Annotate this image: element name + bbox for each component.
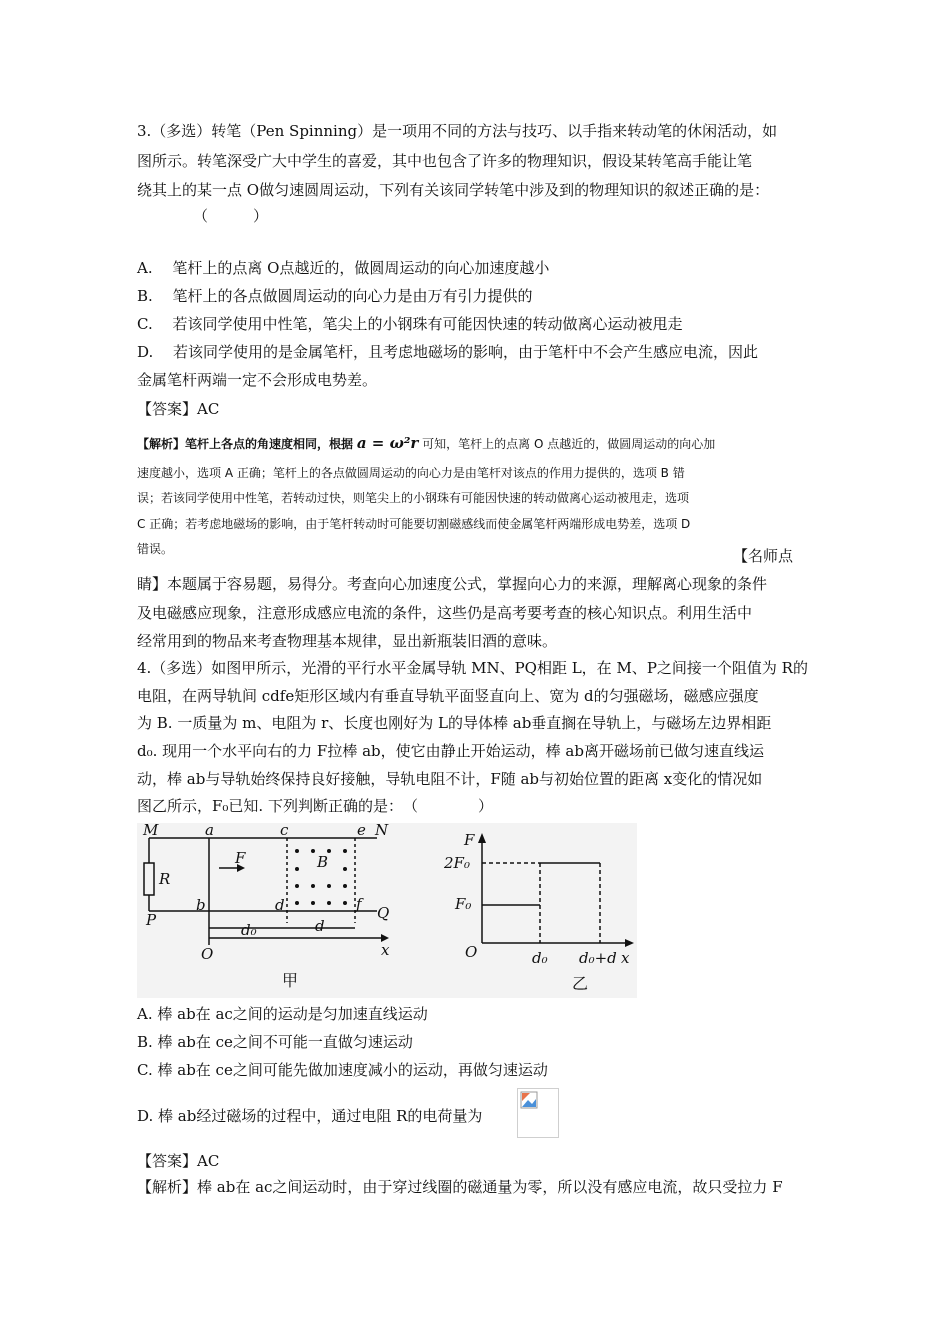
q3-answer-blank: （ ）: [193, 207, 269, 225]
q4-option-d: D. 棒 ab经过磁场的过程中，通过电阻 R的电荷量为: [137, 1107, 483, 1125]
q4-stem-line-5: 动，棒 ab与导轨始终保持良好接触，导轨电阻不计，F随 ab与初始位置的距离 x变化的情况如: [137, 770, 763, 788]
q3-option-a: A. 笔杆上的点离 O点越近的，做圆周运动的向心加速度越小: [137, 259, 550, 277]
q3-note-heading: 【名师点: [733, 547, 794, 565]
q4-option-c: C. 棒 ab在 ce之间可能先做加速度减小的运动，再做匀速运动: [137, 1061, 548, 1079]
field-dot: [295, 901, 299, 905]
label-m: M: [143, 823, 159, 839]
field-dot: [343, 867, 347, 871]
q4-stem-line-4: d₀. 现用一个水平向右的力 F拉棒 ab，使它由静止开始运动，棒 ab离开磁场前已做匀速直线运: [137, 742, 764, 760]
graph-label-f: F: [464, 831, 475, 849]
q3-explanation-line-1: [137, 434, 715, 452]
graph-origin: O: [465, 943, 478, 961]
q3-answer: 【答案】AC: [137, 400, 220, 418]
label-c: c: [280, 823, 289, 839]
field-dot: [343, 901, 347, 905]
force-distance-graph: [482, 841, 627, 943]
q3-formula: a = ω²r: [356, 434, 419, 452]
q4-explanation-line-1: 【解析】棒 ab在 ac之间运动时，由于穿过线圈的磁通量为零，所以没有感应电流，故只受拉力 F: [137, 1178, 783, 1196]
figure-yi-caption: 乙: [572, 974, 589, 993]
field-dot: [295, 849, 299, 853]
q3-explanation-line-5: 错误。: [137, 542, 174, 556]
label-b-field: B: [317, 853, 329, 871]
label-f: f: [356, 895, 362, 913]
field-dot: [295, 867, 299, 871]
q3-option-d-line-1: D. 若该同学使用的是金属笔杆，且考虑地磁场的影响，由于笔杆中不会产生感应电流，因此: [137, 343, 759, 361]
q4-stem-line-2: 电阻，在两导轨间 cdfe矩形区域内有垂直导轨平面竖直向上、宽为 d的匀强磁场，磁感应强度: [137, 687, 759, 705]
q3-explanation-line-3: 误；若该同学使用中性笔，若转动过快，则笔尖上的小钢珠有可能因快速的转动做离心运动被甩走，选项: [137, 491, 690, 505]
q3-explanation-line-2: 速度越小，选项 A 正确；笔杆上的各点做圆周运动的向心力是由笔杆对该点的作用力提供的，选项 B 错: [137, 466, 685, 480]
q3-explanation-line-4: C 正确；若考虑地磁场的影响，由于笔杆转动时可能要切割磁感线而使金属笔杆两端形成电势差，选项 D: [137, 517, 691, 531]
q3-note-line-3: 经常用到的物品来考查物理基本规律，显出新瓶装旧酒的意味。: [137, 632, 558, 650]
label-origin: O: [201, 945, 214, 963]
broken-image-glyph: [520, 1091, 540, 1111]
field-dot: [311, 849, 315, 853]
label-n: N: [375, 823, 389, 839]
q4-stem-line-6: 图乙所示，F₀已知. 下列判断正确的是： （ ）: [137, 797, 493, 815]
graph-x-arrowhead: [625, 939, 634, 947]
q3-note-line-1: 睛】本题属于容易题，易得分。考查向心加速度公式，掌握向心力的来源，理解离心现象的条件: [137, 575, 768, 593]
q3-stem-line-2: 图所示。转笔深受广大中学生的喜爱，其中也包含了许多的物理知识，假设某转笔高手能让笔: [137, 152, 753, 170]
label-dw: d: [315, 917, 325, 935]
q4-figure-svg: [137, 823, 637, 998]
field-dot: [343, 849, 347, 853]
q3-stem-line-1: 3.（多选）转笔（Pen Spinning）是一项用不同的方法与技巧、以手指来转动笔的休闲活动，如: [137, 122, 778, 140]
graph-tick-d0-plus-d: d₀+d: [579, 949, 617, 967]
q3-option-d-line-2: 金属笔杆两端一定不会形成电势差。: [137, 371, 378, 389]
field-dot: [327, 901, 331, 905]
label-p: P: [146, 911, 157, 929]
graph-y-arrowhead: [478, 833, 486, 843]
q4-stem-line-1: 4.（多选）如图甲所示，光滑的平行水平金属导轨 MN、PQ相距 L，在 M、P之间接一个阻值为 R的: [137, 659, 808, 677]
q3-option-c: C. 若该同学使用中性笔，笔尖上的小钢珠有可能因快速的转动做离心运动被甩走: [137, 315, 683, 333]
graph-tick-2f0: 2F₀: [444, 854, 470, 872]
q3-explanation-cont: 可知，笔杆上的点离 O 点越近的，做圆周运动的向心加: [422, 437, 716, 451]
q4-option-b: B. 棒 ab在 ce之间不可能一直做匀速运动: [137, 1033, 413, 1051]
field-dot: [295, 884, 299, 888]
q4-stem-line-3: 为 B. 一质量为 m、电阻为 r、长度也刚好为 L的导体棒 ab垂直搁在导轨上，与磁场左边界相距: [137, 714, 772, 732]
resistor: [144, 863, 154, 895]
label-x: x: [381, 941, 390, 959]
q3-option-b: B. 笔杆上的各点做圆周运动的向心力是由万有引力提供的: [137, 287, 533, 305]
graph-tick-d0: d₀: [532, 949, 548, 967]
label-force: F: [235, 849, 246, 867]
missing-formula-image-icon: [517, 1088, 559, 1138]
field-dot: [327, 884, 331, 888]
q4-figure: [137, 823, 637, 998]
circuit-diagram: [144, 838, 390, 945]
label-d: d: [275, 896, 285, 914]
q3-note-line-2: 及电磁感应现象，注意形成感应电流的条件，这些仍是高考要考查的核心知识点。利用生活中: [137, 604, 753, 622]
label-b: b: [196, 896, 206, 914]
field-dot: [311, 901, 315, 905]
field-dot: [343, 884, 347, 888]
graph-tick-f0: F₀: [455, 895, 472, 913]
graph-label-x: x: [621, 949, 630, 967]
label-q: Q: [377, 904, 390, 922]
label-d0: d₀: [241, 921, 257, 939]
q4-answer: 【答案】AC: [137, 1152, 220, 1170]
figure-jia-caption: 甲: [282, 971, 299, 990]
q3-stem-line-3: 绕其上的某一点 O做匀速圆周运动，下列有关该同学转笔中涉及到的物理知识的叙述正确的是：: [137, 181, 770, 199]
label-a: a: [205, 823, 214, 839]
label-e: e: [357, 823, 366, 839]
label-r: R: [159, 870, 171, 888]
q4-option-a: A. 棒 ab在 ac之间的运动是匀加速直线运动: [137, 1005, 428, 1023]
q3-explanation-lead: 【解析】笔杆上各点的角速度相同，根据: [137, 437, 354, 451]
field-dot: [311, 884, 315, 888]
